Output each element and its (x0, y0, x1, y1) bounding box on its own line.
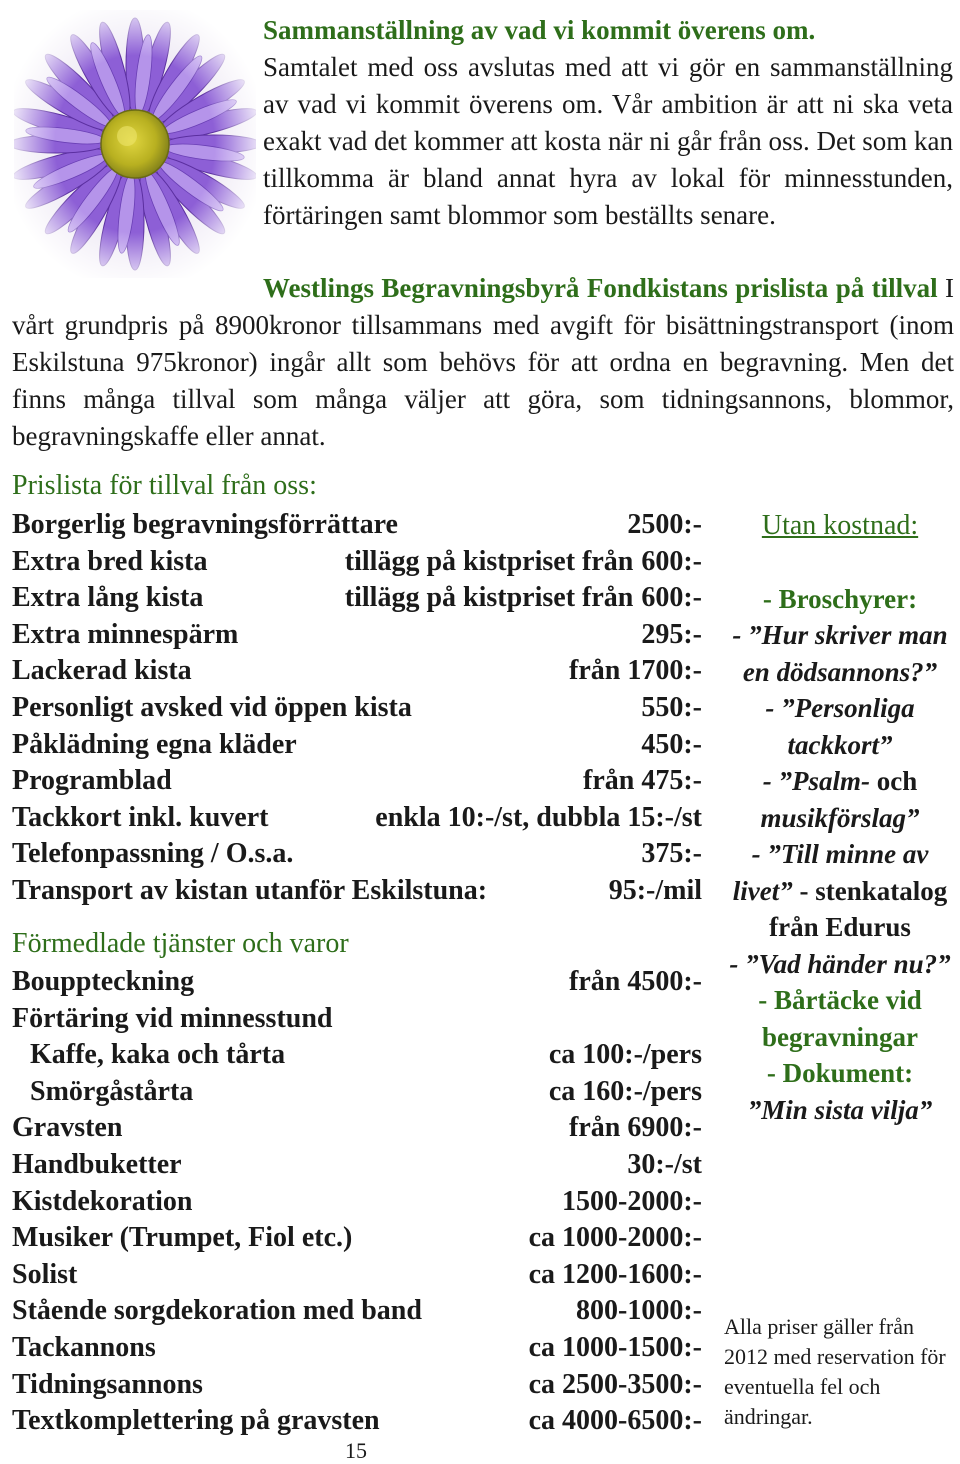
mediated-price: 800-1000:- (576, 1295, 702, 1327)
brochure-memorial: - ”Till minne av livet” - stenkatalog från Edurus (732, 839, 948, 942)
page-number: 15 (345, 1438, 367, 1463)
disclaimer-note: Alla priser gäller från 2012 med reservation för eventuella fel och ändringar. (724, 1314, 946, 1429)
mediated-label: Textkomplettering på gravsten (12, 1405, 380, 1437)
mediated-row (12, 1403, 702, 1440)
price-label: Tackkort inkl. kuvert (12, 801, 269, 833)
price-row (12, 580, 702, 617)
mediated-label: Handbuketter (12, 1148, 182, 1180)
mediated-row (12, 1147, 702, 1184)
mediated-label: Gravsten (12, 1112, 123, 1144)
mediated-row (12, 1074, 702, 1111)
mediated-table (12, 964, 702, 1440)
price-value: 2500:- (627, 509, 702, 540)
mediated-label: Tidningsannons (12, 1368, 203, 1400)
intro-body: Samtalet med oss avslutas med att vi gör en sammanställning av vad vi kommit överens om. Vår ambition är att ni ska veta exakt vad det kommer att kosta när ni går från oss. Det som kan tillkomma är bland annat hyra av lokal för minnesstunden, förtäringen samt blommor som beställts senare. (263, 52, 953, 230)
price-row (12, 544, 702, 581)
free-items-sidebar (722, 508, 958, 1128)
mediated-row (12, 1110, 702, 1147)
mediated-label: Musiker (Trumpet, Fiol etc.) (12, 1222, 353, 1254)
price-value: 450:- (641, 728, 702, 760)
mediated-price: ca 4000-6500:- (528, 1405, 702, 1437)
price-value: 600:- (641, 582, 702, 614)
mediated-price: 1500-2000:- (562, 1185, 702, 1217)
mediated-label: Stående sorgdekoration med band (12, 1295, 422, 1327)
mediated-row (12, 1001, 702, 1038)
price-note: tillägg på kistpriset från (344, 545, 634, 577)
westlings-heading: Westlings Begravningsbyrå Fondkistans prislista på tillval (263, 273, 938, 303)
price-row (12, 507, 702, 544)
mediated-label: Solist (12, 1258, 78, 1290)
flower-photo (14, 10, 256, 278)
westlings-body: I vårt grundpris på 8900kronor tillsammans med avgift för bisättningstransport (inom Eskilstuna 975kronor) ingår allt som behövs för att ordna en begravning. Men det finns många tillval som många väljer att göra, som tidningsannons, blommor, begravningskaffe eller annat. (12, 273, 954, 451)
mediated-row (12, 1220, 702, 1257)
free-items-title: Utan kostnad: (761, 510, 919, 541)
price-label: Telefonpassning / O.s.a. (12, 838, 294, 870)
price-label: Transport av kistan utanför Eskilstuna: (12, 874, 488, 906)
mediated-label: Bouppteckning (12, 966, 195, 997)
price-row (12, 617, 702, 654)
dokument-heading: - Dokument: (766, 1058, 914, 1088)
price-label: Personligt avsked vid öppen kista (12, 691, 412, 723)
mediated-row (12, 1184, 702, 1221)
brochure-thank-cards: - ”Personliga tackkort” (765, 693, 915, 760)
price-value: 550:- (641, 691, 702, 723)
price-row (12, 836, 702, 873)
mediated-label: Tackannons (12, 1331, 156, 1363)
mediated-title: Förmedlade tjänster och varor (12, 928, 349, 959)
mediated-price: ca 1000-2000:- (528, 1222, 702, 1254)
brochure-psalms: - ”Psalm- och musikförslag” (760, 766, 920, 833)
price-value: från 475:- (583, 765, 702, 797)
brochure-what-now: - ”Vad händer nu?” (729, 948, 951, 979)
mediated-price: ca 1000-1500:- (528, 1331, 702, 1363)
pricelist-table (12, 507, 702, 910)
price-row (12, 653, 702, 690)
price-value: enkla 10:-/st, dubbla 15:-/st (375, 801, 702, 833)
westlings-paragraph (12, 270, 954, 455)
mediated-price: ca 100:-/pers (548, 1039, 702, 1071)
brochure-obituary: - ”Hur skriver man en dödsannons?” (732, 620, 948, 687)
price-label: Extra lång kista (12, 582, 204, 614)
mediated-label: Kistdekoration (12, 1185, 193, 1217)
document-last-will: ”Min sista vilja” (747, 1094, 933, 1125)
mediated-row (12, 1257, 702, 1294)
price-label: Påklädning egna kläder (12, 728, 297, 760)
mediated-price: ca 2500-3500:- (528, 1368, 702, 1400)
mediated-row (12, 964, 702, 1001)
broschyrer-heading: - Broschyrer: (762, 583, 918, 614)
price-label: Borgerlig begravningsförrättare (12, 509, 398, 540)
price-value: 295:- (641, 618, 702, 650)
price-row (12, 763, 702, 800)
mediated-row (12, 1367, 702, 1404)
mediated-row (12, 1037, 702, 1074)
pricelist-title: Prislista för tillval från oss: (12, 470, 317, 501)
mediated-label: Förtäring vid minnesstund (12, 1002, 333, 1034)
price-row (12, 873, 702, 910)
price-label: Extra minnespärm (12, 618, 239, 650)
mediated-price: från 4500:- (569, 966, 702, 997)
mediated-row (12, 1293, 702, 1330)
mediated-price: 30:-/st (627, 1148, 702, 1180)
price-label: Lackerad kista (12, 655, 192, 687)
intro-heading: Sammanställning av vad vi kommit överens om. (263, 15, 816, 45)
mediated-label: Kaffe, kaka och tårta (30, 1039, 286, 1071)
mediated-price: från 6900:- (569, 1112, 702, 1144)
intro-paragraph (263, 12, 953, 234)
bartacke-item: - Bårtäcke vid begravningar (758, 985, 922, 1052)
price-value: 375:- (641, 838, 702, 870)
price-value: från 1700:- (569, 655, 702, 687)
price-label: Programblad (12, 765, 172, 797)
mediated-price: ca 1200-1600:- (528, 1258, 702, 1290)
price-row (12, 727, 702, 764)
price-value: 600:- (641, 545, 702, 577)
mediated-label: Smörgåstårta (30, 1075, 194, 1107)
price-row (12, 800, 702, 837)
price-note: tillägg på kistpriset från (344, 582, 634, 614)
mediated-row (12, 1330, 702, 1367)
price-row (12, 690, 702, 727)
price-value: 95:-/mil (608, 874, 702, 906)
price-label: Extra bred kista (12, 545, 208, 577)
mediated-price: ca 160:-/pers (548, 1075, 702, 1107)
